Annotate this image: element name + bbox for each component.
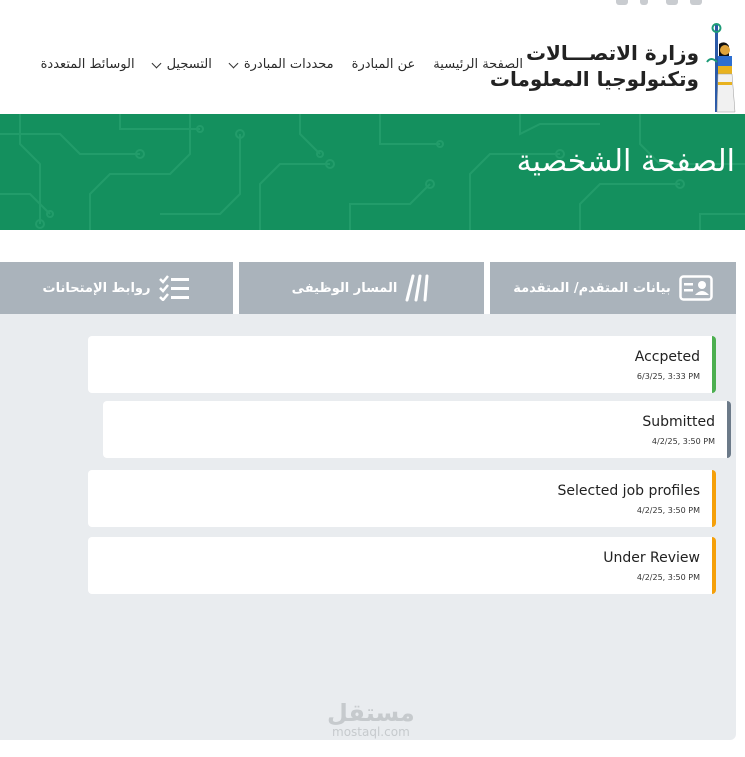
browser-top-strip <box>0 0 745 16</box>
logo-line-2: وتكنولوجيا المعلومات <box>489 67 699 91</box>
timeline-item <box>88 537 716 594</box>
profile-tabs <box>0 262 736 314</box>
small-icon <box>690 0 702 5</box>
tab-career-path[interactable]: المسار الوظيفى <box>239 262 484 314</box>
timeline-item <box>88 470 716 527</box>
career-path-icon <box>405 274 431 302</box>
main-nav <box>23 57 523 72</box>
nav-item-registration[interactable]: التسجيل <box>153 57 212 72</box>
watermark-latin: mostaql.com <box>332 725 410 739</box>
timeline-item <box>88 336 716 393</box>
logo-line-1: وزارة الاتصـــالات <box>525 41 699 65</box>
checklist-icon <box>158 275 190 301</box>
timeline-time: 4/2/25, 3:50 PM <box>651 437 715 446</box>
page-title: الصفحة الشخصية <box>516 144 735 179</box>
timeline-status: Under Review <box>603 550 700 566</box>
small-icon <box>640 0 648 5</box>
ministry-logo[interactable] <box>489 22 737 114</box>
chevron-down-icon <box>228 58 238 68</box>
id-card-icon <box>679 275 713 301</box>
timeline-status: Submitted <box>642 414 715 430</box>
timeline-time: 6/3/25, 3:33 PM <box>636 372 700 381</box>
small-icon <box>616 0 628 5</box>
nav-item-home[interactable]: الصفحة الرئيسية <box>433 57 523 72</box>
chevron-down-icon <box>151 58 161 68</box>
egyptian-figure-icon <box>701 22 737 114</box>
timeline-status: Selected job profiles <box>557 483 700 499</box>
nav-item-about[interactable]: عن المبادرة <box>351 57 416 72</box>
timeline-time: 4/2/25, 3:50 PM <box>636 573 700 582</box>
watermark-arabic: مستقل <box>327 699 415 727</box>
timeline-status: Accpeted <box>634 349 700 365</box>
watermark <box>327 700 415 738</box>
timeline-time: 4/2/25, 3:50 PM <box>636 506 700 515</box>
small-icon <box>666 0 678 5</box>
tab-exam-links[interactable]: روابط الإمتحانات <box>0 262 233 314</box>
tab-applicant-data[interactable]: بيانات المتقدم/ المتقدمة <box>490 262 736 314</box>
timeline-item <box>103 401 731 458</box>
nav-item-multimedia[interactable]: الوسائط المتعددة <box>40 57 135 72</box>
nav-item-criteria[interactable]: محددات المبادرة <box>230 57 334 72</box>
page-banner <box>0 114 745 230</box>
